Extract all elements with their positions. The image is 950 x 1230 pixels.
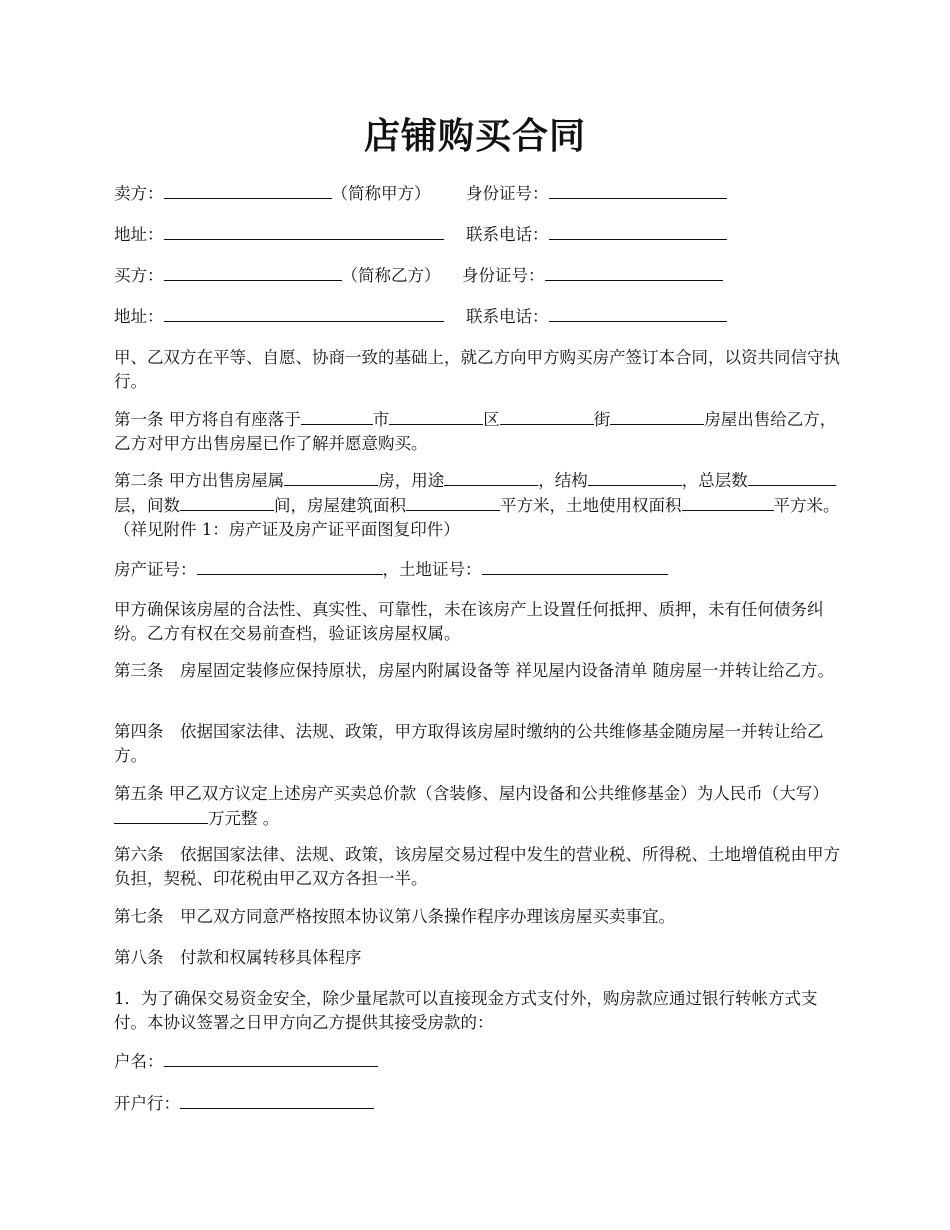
property-cert-blank: [197, 557, 383, 575]
buyer-label: 买方：: [114, 266, 164, 285]
article-1: [114, 407, 840, 456]
seller-address-blank: [164, 222, 444, 240]
article-4: 第四条 依据国家法律、法规、政策，甲方取得该房屋时缴纳的公共维修基金随房屋一并转让给乙方。: [114, 722, 824, 765]
account-name-line: [114, 1049, 378, 1074]
buyer-phone-label: 联系电话：: [466, 307, 549, 326]
street-blank: [500, 407, 594, 425]
buyer-phone-line: [466, 304, 727, 329]
buyer-address-label: 地址：: [114, 307, 164, 326]
rooms-blank: [180, 493, 274, 511]
structure-blank: [588, 468, 682, 486]
guarantee-paragraph: 甲方确保该房屋的合法性、真实性、可靠性，未在该房产上设置任何抵押、质押，未有任何债务纠纷。乙方有权在交易前查档，验证该房屋权属。: [114, 600, 824, 643]
house-type-blank: [284, 468, 378, 486]
buyer-address-line: [114, 304, 444, 329]
article-6: 第六条 依据国家法律、法规、政策，该房屋交易过程中发生的营业税、所得税、土地增值税由甲方负担，契税、印花税由甲乙双方各担一半。: [114, 845, 840, 888]
article-2-text-a: 第二条 甲方出售房屋属: [114, 471, 285, 490]
bank-blank: [180, 1091, 374, 1109]
land-area-blank: [682, 493, 774, 511]
article-2-text-b: 房，用途: [378, 471, 445, 490]
bank-label: 开户行：: [114, 1094, 180, 1113]
house-blank: [610, 407, 704, 425]
floors-blank: [748, 468, 836, 486]
article-1-text-c: 区: [483, 410, 500, 429]
article-5-text-b: 万元整 。: [208, 809, 280, 828]
seller-phone-label: 联系电话：: [466, 225, 549, 244]
article-1-text-b: 市: [372, 410, 390, 429]
district-blank: [389, 407, 483, 425]
seller-phone-blank: [549, 222, 727, 240]
seller-name-blank: [164, 181, 332, 199]
article-5-text-a: 第五条 甲乙双方议定上述房产买卖总价款（含装修、屋内设备和公共维修基金）为人民币（大写）: [114, 784, 829, 803]
article-1-text-e: 房屋出售给乙方，乙方对甲方出售房屋已作了解并愿意购买。: [114, 410, 837, 453]
building-area-blank: [406, 493, 500, 511]
price-blank: [114, 806, 208, 824]
article-2-text-g: 平方米，土地使用权面积: [500, 496, 682, 515]
article-7: 第七条 甲乙双方同意严格按照本协议第八条操作程序办理该房屋买卖事宜。: [114, 907, 675, 926]
seller-id-blank: [549, 181, 727, 199]
article-2-text-e: 层，间数: [114, 496, 180, 515]
article-8: 第八条 付款和权属转移具体程序: [114, 948, 362, 967]
article-2-text-c: ，结构: [538, 471, 588, 490]
buyer-id-label: 身份证号：: [462, 266, 545, 285]
buyer-name-blank: [164, 263, 342, 281]
seller-label: 卖方：: [114, 184, 164, 203]
buyer-address-blank: [164, 304, 444, 322]
seller-id-line: [466, 181, 727, 206]
buyer-id-line: [462, 263, 723, 288]
account-name-label: 户名：: [114, 1052, 164, 1071]
article-2-text-f: 间，房屋建筑面积: [274, 496, 406, 515]
article-2-text-d: ，总层数: [681, 471, 748, 490]
buyer-phone-blank: [549, 304, 727, 322]
bank-line: [114, 1091, 374, 1116]
article-5: [114, 782, 840, 831]
article-1-text-d: 街: [593, 410, 611, 429]
article-8-item-1: 1．为了确保交易资金安全，除少量尾款可以直接现金方式支付外，购房款应通过银行转帐方式支付。本协议签署之日甲方向乙方提供其接受房款的：: [114, 989, 818, 1032]
buyer-suffix: （简称乙方）: [341, 266, 441, 285]
seller-line: [114, 181, 431, 206]
city-blank: [301, 407, 373, 425]
article-2-text-h: 平方米。（祥见附件 1：房产证及房产证平面图复印件）: [114, 496, 840, 539]
buyer-id-blank: [545, 263, 723, 281]
certificate-line: [114, 557, 668, 582]
seller-phone-line: [466, 222, 727, 247]
usage-blank: [444, 468, 538, 486]
seller-suffix: （简称甲方）: [331, 184, 431, 203]
land-cert-label: ，土地证号：: [382, 560, 482, 579]
intro-paragraph: 甲、乙双方在平等、自愿、协商一致的基础上，就乙方向甲方购买房产签订本合同，以资共同信守执行。: [114, 348, 840, 391]
seller-address-label: 地址：: [114, 225, 164, 244]
account-name-blank: [164, 1049, 378, 1067]
land-cert-blank: [482, 557, 668, 575]
document-title: 店铺购买合同: [363, 115, 586, 157]
property-cert-label: 房产证号：: [114, 560, 197, 579]
seller-id-label: 身份证号：: [466, 184, 549, 203]
buyer-line: [114, 263, 441, 288]
article-1-text-a: 第一条 甲方将自有座落于: [114, 410, 301, 429]
article-2: [114, 468, 840, 542]
seller-address-line: [114, 222, 444, 247]
article-3: 第三条 房屋固定装修应保持原状，房屋内附属设备等 祥见屋内设备清单 随房屋一并转让给乙方。: [114, 661, 834, 680]
